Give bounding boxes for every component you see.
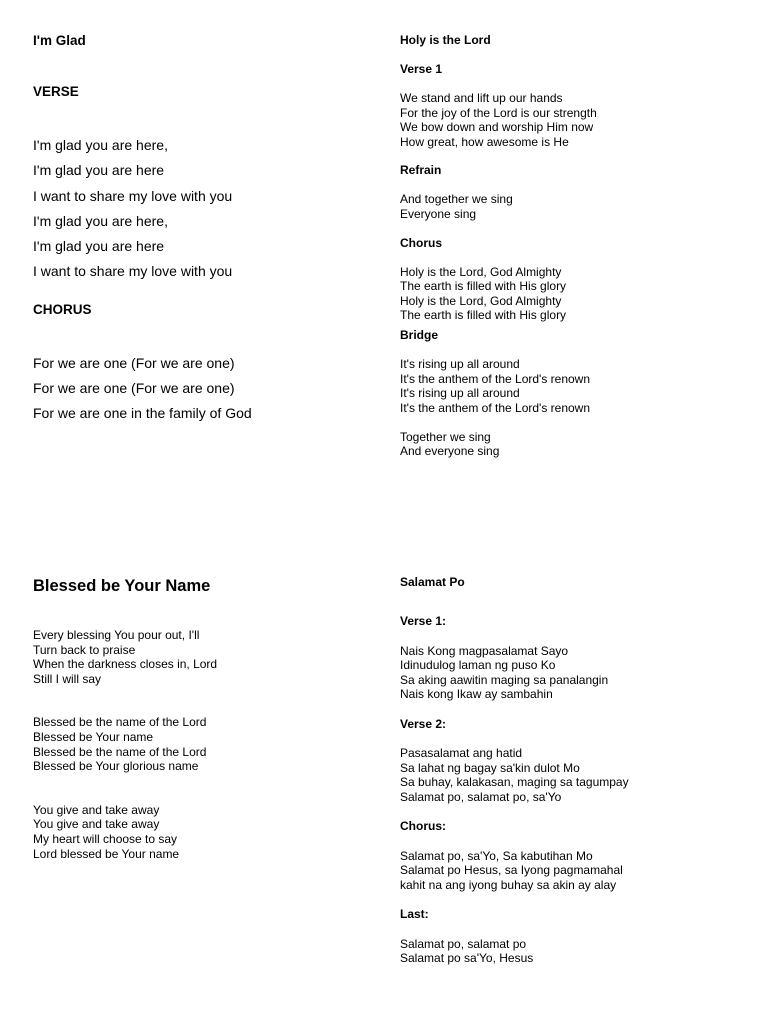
lyric-line: Lord blessed be Your name — [33, 846, 180, 861]
lyric-line: And everyone sing — [400, 444, 500, 459]
lyric-line: You give and take away — [33, 802, 160, 817]
verse-lines — [33, 133, 363, 285]
section-label-verse-1: Verse 1 — [400, 62, 443, 76]
lyric-line: The earth is filled with His glory — [400, 279, 567, 294]
lyric-line: Sa lahat ng bagay sa'kin dulot Mo — [400, 760, 580, 775]
lyric-line: You give and take away — [33, 817, 160, 832]
lyric-line: I want to share my love with you — [33, 187, 233, 204]
lyric-line: It's rising up all around — [400, 356, 520, 371]
lyric-line: Pasasalamat ang hatid — [400, 746, 523, 761]
lyric-line: Holy is the Lord, God Almighty — [400, 264, 562, 279]
lyric-line: Sa buhay, kalakasan, maging sa tagumpay — [400, 775, 629, 790]
lyric-line: Together we sing — [400, 429, 491, 444]
song-salamat-po — [400, 575, 750, 966]
lyric-line: kahit na ang iyong buhay sa akin ay alay — [400, 877, 617, 892]
lyric-line: How great, how awesome is He — [400, 134, 569, 149]
lyric-line: Sa aking aawitin maging sa panalangin — [400, 672, 609, 687]
song-blessed-be-your-name — [33, 575, 363, 861]
lyric-line: For we are one (For we are one) — [33, 380, 235, 397]
song-im-glad — [33, 33, 363, 427]
lyric-line: Idinudulog laman ng puso Ko — [400, 658, 556, 673]
song-title: I'm Glad — [33, 33, 86, 48]
lyric-line: My heart will choose to say — [33, 831, 178, 846]
lyric-line: Salamat po, salamat po, sa'Yo — [400, 789, 562, 804]
lyric-line: Blessed be Your glorious name — [33, 759, 199, 774]
lyric-line: When the darkness closes in, Lord — [33, 657, 218, 672]
lyric-line: Salamat po, sa'Yo, Sa kabutihan Mo — [400, 848, 593, 863]
section-label-verse-1: Verse 1: — [400, 614, 447, 628]
lyric-line: We bow down and worship Him now — [400, 120, 594, 135]
lyric-line: Salamat po sa'Yo, Hesus — [400, 951, 534, 966]
lyric-line: Nais kong Ikaw ay sambahin — [400, 687, 553, 702]
lyric-line: I'm glad you are here — [33, 162, 165, 179]
lyric-line: I'm glad you are here — [33, 238, 165, 255]
lyric-line: Nais Kong magpasalamat Sayo — [400, 643, 569, 658]
lyric-line: Still I will say — [33, 671, 102, 686]
section-label-chorus: Chorus: — [400, 819, 446, 834]
lyric-line: For we are one in the family of God — [33, 405, 252, 422]
lyric-line: Holy is the Lord, God Almighty — [400, 293, 562, 308]
section-label-bridge: Bridge — [400, 327, 439, 342]
lyric-line: Blessed be the name of the Lord — [33, 744, 207, 759]
lyric-line: Blessed be the name of the Lord — [33, 715, 207, 730]
lyric-line: I'm glad you are here, — [33, 137, 168, 153]
song-title: Holy is the Lord — [400, 33, 491, 47]
lyric-line: Everyone sing — [400, 206, 477, 221]
lyric-line: For we are one (For we are one) — [33, 354, 235, 371]
song-title: Salamat Po — [400, 575, 465, 589]
lyric-line: It's the anthem of the Lord's renown — [400, 400, 591, 415]
lyric-line: Salamat po Hesus, sa Iyong pagmamahal — [400, 863, 623, 878]
lyric-line: The earth is filled with His glory — [400, 308, 567, 323]
song-holy-is-the-lord — [400, 33, 750, 459]
section-label-last: Last: — [400, 907, 429, 922]
lyric-line: And together we sing — [400, 192, 513, 207]
lyric-line: We stand and lift up our hands — [400, 91, 563, 105]
section-label-verse: VERSE — [33, 84, 79, 99]
lyric-line: It's the anthem of the Lord's renown — [400, 371, 591, 386]
lyric-line: Turn back to praise — [33, 642, 136, 657]
lyric-line: I want to share my love with you — [33, 263, 233, 280]
lyric-line: Every blessing You pour out, I'll — [33, 628, 200, 642]
lyric-line: Salamat po, salamat po — [400, 936, 527, 951]
section-label-chorus: Chorus — [400, 235, 442, 250]
lyric-line: I'm glad you are here, — [33, 212, 168, 229]
lyric-line: It's rising up all around — [400, 386, 520, 401]
section-label-chorus: CHORUS — [33, 301, 92, 317]
section-label-refrain: Refrain — [400, 163, 442, 178]
lyric-line: Blessed be Your name — [33, 729, 154, 744]
lyric-line: For the joy of the Lord is our strength — [400, 105, 597, 120]
song-title: Blessed be Your Name — [33, 577, 211, 595]
chorus-lines — [33, 351, 363, 427]
section-label-verse-2: Verse 2: — [400, 716, 447, 731]
